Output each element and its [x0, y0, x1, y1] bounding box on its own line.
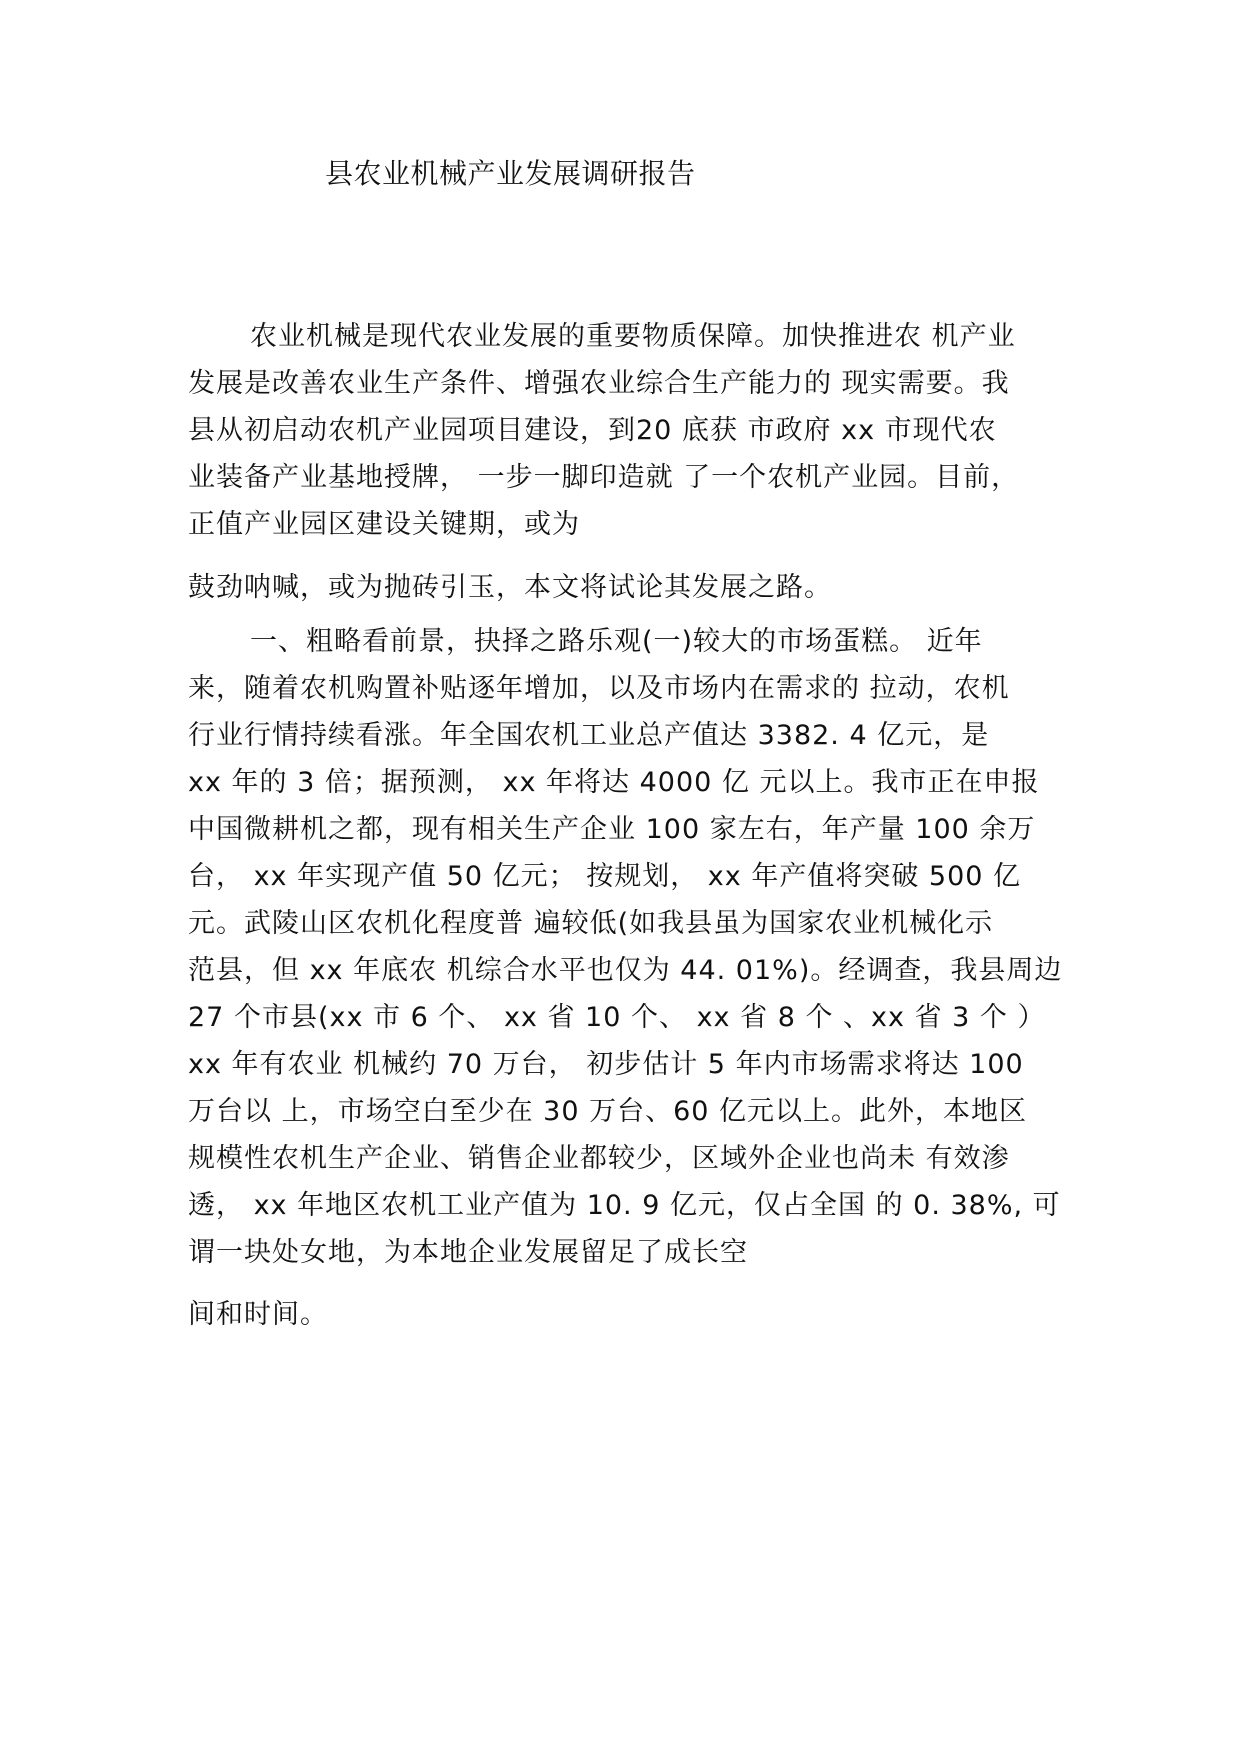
paragraph-line: 透， xx 年地区农机工业产值为 10. 9 亿元，仅占全国 的 0. 38%, 可 — [188, 1190, 1061, 1221]
paragraph-line: 中国微耕机之都，现有相关生产企业 100 家左右，年产量 100 余万 — [188, 814, 1036, 845]
paragraph-line: xx 年有农业 机械约 70 万台， 初步估计 5 年内市场需求将达 100 — [188, 1049, 1024, 1080]
document-title: 县农业机械产业发展调研报告 — [325, 157, 696, 190]
paragraph-line: 元。武陵山区农机化程度普 遍较低(如我县虽为国家农业机械化示 — [188, 908, 994, 939]
paragraph-line: 业装备产业基地授牌， 一步一脚印造就 了一个农机产业园。目前， — [188, 462, 1020, 493]
paragraph-line: 万台以 上，市场空白至少在 30 万台、60 亿元以上。此外，本地区 — [188, 1096, 1028, 1127]
paragraph-line: 谓一块处女地，为本地企业发展留足了成长空 — [188, 1237, 748, 1268]
section-heading-line: 一、粗略看前景，抉择之路乐观(一)较大的市场蛋糕。 近年 — [250, 626, 983, 657]
paragraph-line: 鼓劲呐喊，或为抛砖引玉，本文将试论其发展之路。 — [188, 572, 832, 603]
paragraph-line: 来，随着农机购置补贴逐年增加，以及市场内在需求的 拉动，农机 — [188, 673, 1010, 704]
paragraph-line: 范县，但 xx 年底农 机综合水平也仅为 44. 01%)。经调查，我县周边 — [188, 955, 1063, 986]
paragraph-line: 农业机械是现代农业发展的重要物质保障。加快推进农 机产业 — [250, 321, 1016, 352]
paragraph-line: 行业行情持续看涨。年全国农机工业总产值达 3382. 4 亿元，是 — [188, 720, 990, 751]
paragraph-line: 发展是改善农业生产条件、增强农业综合生产能力的 现实需要。我 — [188, 368, 1010, 399]
paragraph-line: 27 个市县(xx 市 6 个、 xx 省 10 个、 xx 省 8 个 、xx 省 3 个 ） — [188, 1002, 1046, 1033]
paragraph-line: 台， xx 年实现产值 50 亿元； 按规划， xx 年产值将突破 500 亿 — [188, 861, 1022, 892]
paragraph-line: 间和时间。 — [188, 1299, 328, 1330]
paragraph-line: xx 年的 3 倍；据预测， xx 年将达 4000 亿 元以上。我市正在申报 — [188, 767, 1040, 798]
paragraph-line: 县从初启动农机产业园项目建设，到20 底获 市政府 xx 市现代农 — [188, 415, 997, 446]
paragraph-line: 正值产业园区建设关键期，或为 — [188, 509, 580, 540]
paragraph-line: 规模性农机生产企业、销售企业都较少，区域外企业也尚未 有效渗 — [188, 1143, 1010, 1174]
